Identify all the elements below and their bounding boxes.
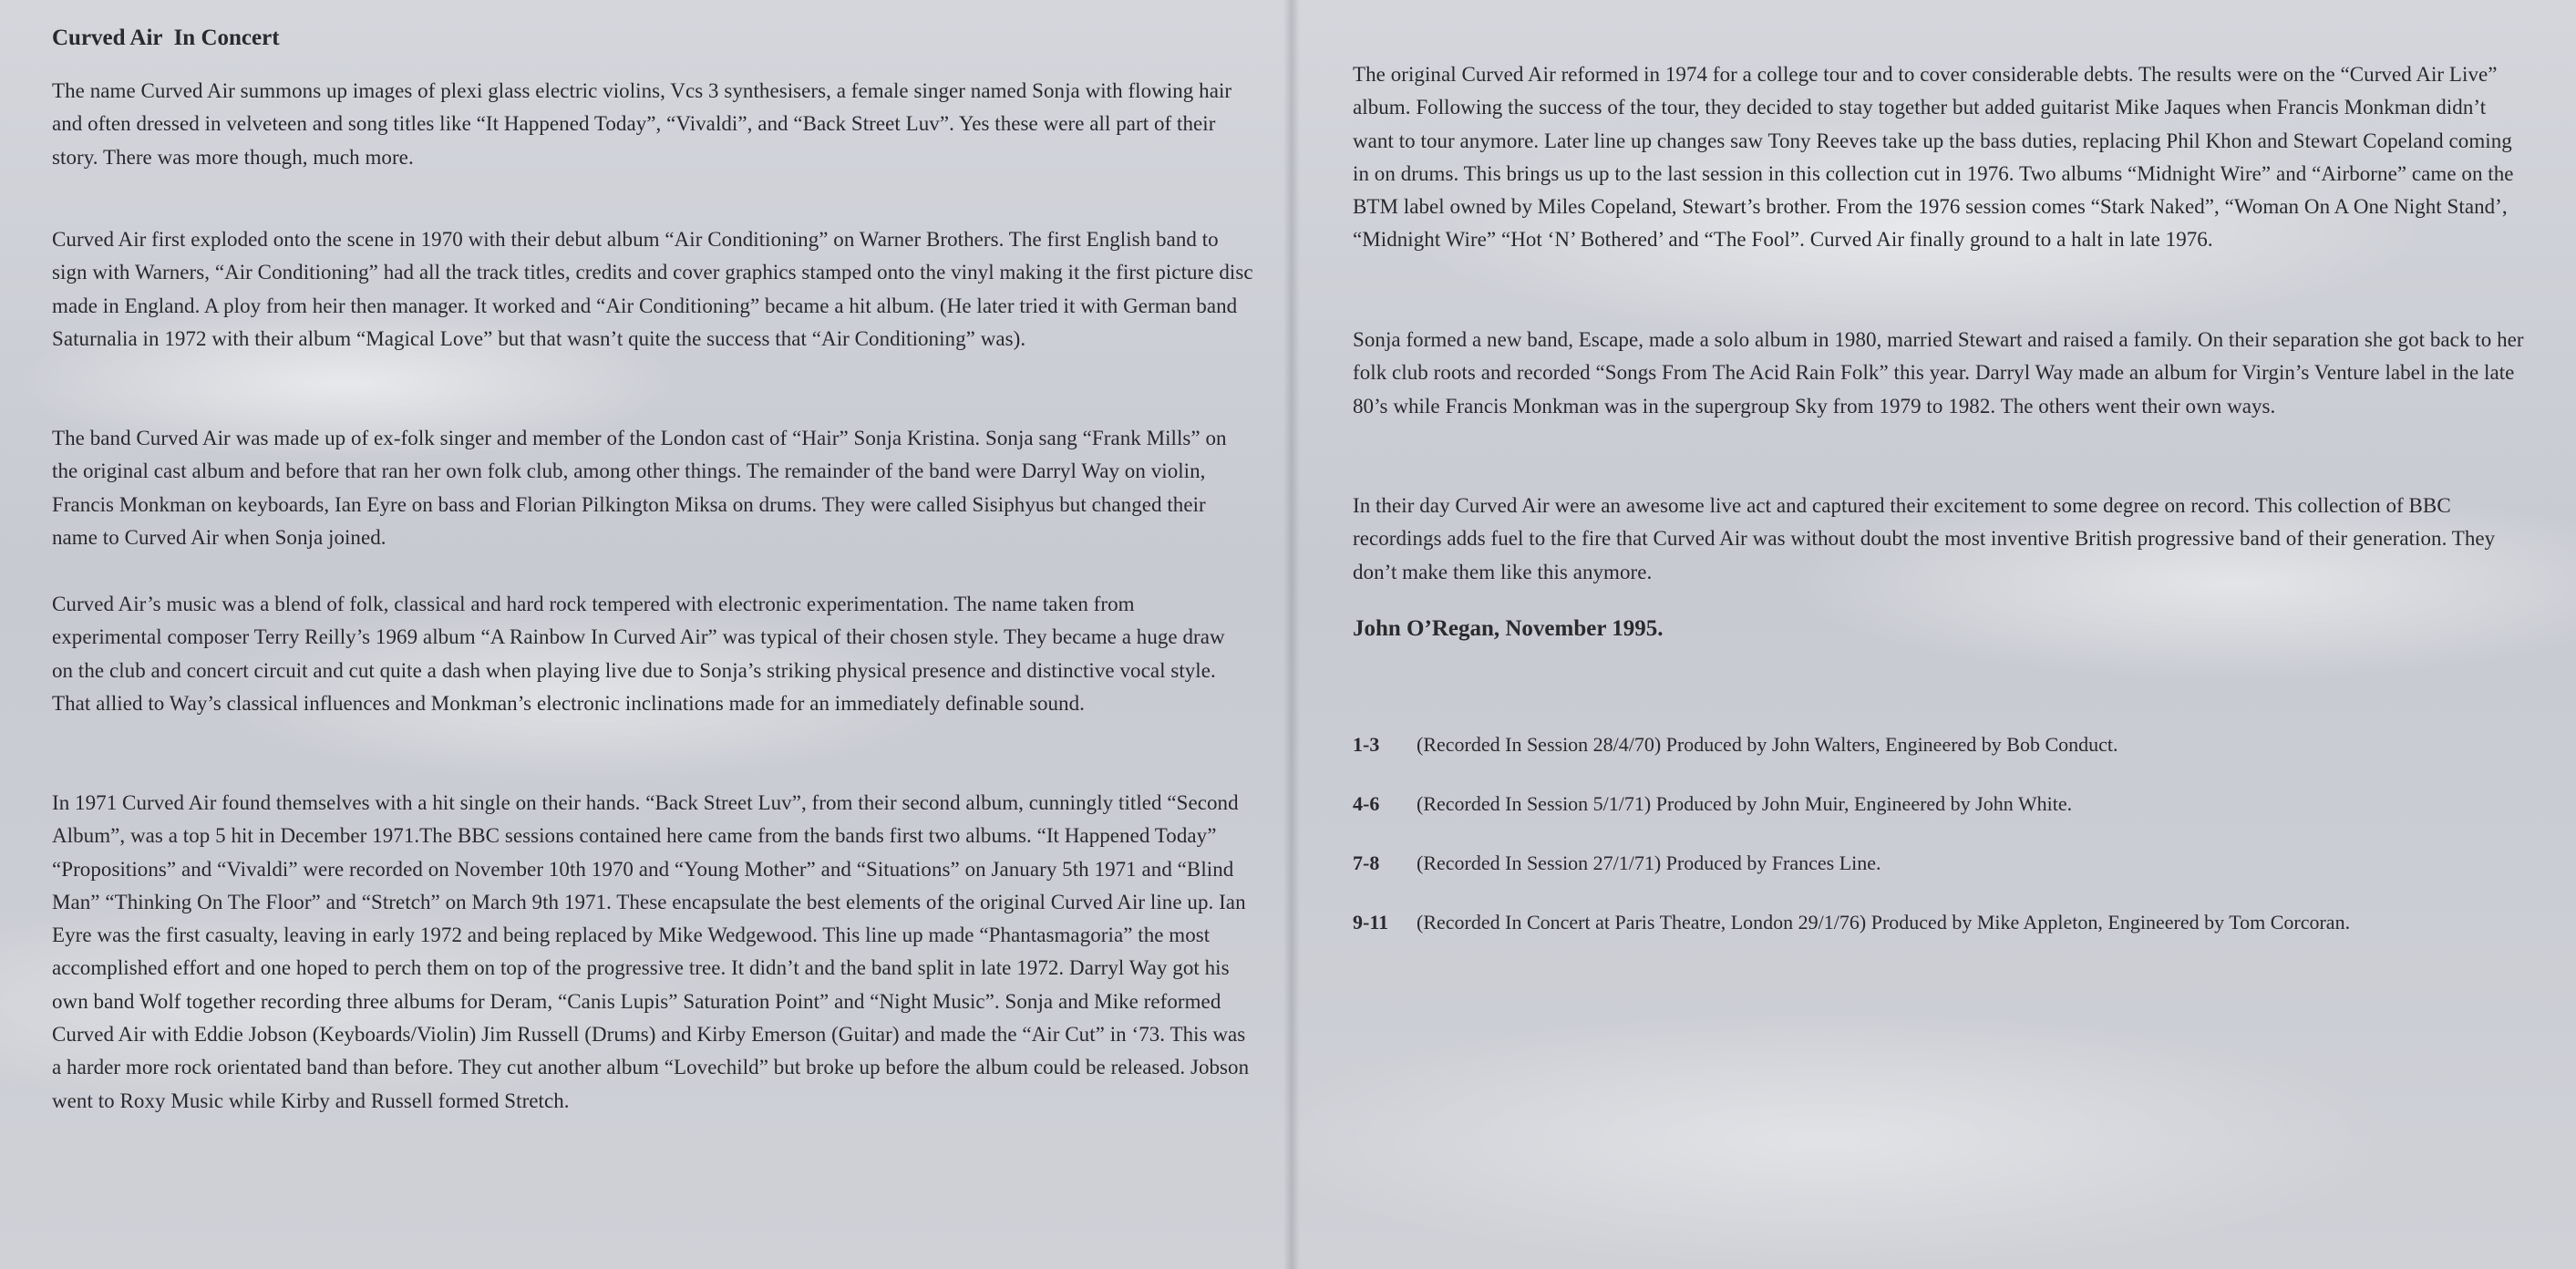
track-range: 1-3	[1353, 733, 1380, 756]
session-credit-item	[1353, 792, 2072, 816]
track-range: 7-8	[1353, 851, 1380, 874]
paragraph-intro: The name Curved Air summons up images of plexi glass electric violins, Vcs 3 synthesisers, a female singer named Sonja with flowing hair and often dressed in velveteen and song titles like “It Happened Today”, “Vivaldi”, and “Back Street Luv”. Yes these were all part of their story. There was more though, much more.	[52, 79, 1232, 169]
paragraph-reformation: The original Curved Air reformed in 1974 for a college tour and to cover considerable debts. The results were on the “Curved Air Live” album. Following the success of the tour, they decided to stay together but added guitarist Mike Jaques when Francis Monkman didn’t want to tour anymore. Later line up changes saw Tony Reeves take up the bass duties, replacing Phil Khon and Stewart Copeland coming in on drums. This brings us up to the last session in this collection cut in 1976. Two albums “Midnight Wire” and “Airborne” came on the BTM label owned by Miles Copeland, Stewart’s brother. From the 1976 session comes “Stark Naked”, “Woman On A One Night Stand’, “Midnight Wire” “Hot ‘N’ Bothered’ and “The Fool”. Curved Air finally ground to a halt in late 1976.	[1353, 63, 2514, 252]
session-credit-item	[1353, 733, 2118, 757]
track-range: 9-11	[1353, 911, 1389, 934]
session-credit-text: (Recorded In Session 5/1/71) Produced by John Muir, Engineered by John White.	[1417, 792, 2073, 815]
paragraph-conclusion: In their day Curved Air were an awesome live act and captured their excitement to some degree on record. This collection of BBC recordings adds fuel to the fire that Curved Air was without doubt the most inventive British progressive band of their generation. They don’t make them like this anymore.	[1353, 494, 2496, 583]
left-page	[0, 0, 1285, 1269]
page-title: Curved Air In Concert	[52, 26, 280, 50]
paragraph-history: In 1971 Curved Air found themselves with a hit single on their hands. “Back Street Luv”, from their second album, cunningly titled “Second Album”, was a top 5 hit in December 1971.The BBC sessions contained here came from the bands first two albums. “It Happened Today” “Propositions” and “Vivaldi” were recorded on November 10th 1970 and “Young Mother” and “Situations” on January 5th 1971 and “Blind Man” “Thinking On The Floor” and “Stretch” on March 9th 1971. These encapsulate the best elements of the original Curved Air line up. Ian Eyre was the first casualty, leaving in early 1972 and being replaced by Mike Wedgewood. This line up made “Phantasmagoria” the most accomplished effort and one hoped to perch them on top of the progressive tree. It didn’t and the band split in late 1972. Darryl Way got his own band Wolf together recording three albums for Deram, “Canis Lupis” Saturation Point” and “Night Music”. Sonja and Mike reformed Curved Air with Eddie Jobson (Keyboards/Violin) Jim Russell (Drums) and Kirby Emerson (Guitar) and made the “Air Cut” in ‘73. This was a harder more rock orientated band than before. They cut another album “Lovechild” but broke up before the album could be released. Jobson went to Roxy Music while Kirby and Russell formed Stretch.	[52, 791, 1250, 1112]
session-credit-text: (Recorded In Session 27/1/71) Produced by Frances Line.	[1417, 851, 1881, 874]
track-range: 4-6	[1353, 792, 1380, 815]
booklet-fold	[1283, 0, 1300, 1269]
session-credit-text: (Recorded In Concert at Paris Theatre, London 29/1/76) Produced by Mike Appleton, Engineered by Tom Corcoran.	[1417, 911, 2351, 934]
session-credit-text: (Recorded In Session 28/4/70) Produced by John Walters, Engineered by Bob Conduct.	[1417, 733, 2118, 756]
paragraph-musical-style: Curved Air’s music was a blend of folk, classical and hard rock tempered with electronic experimentation. The name taken from experimental composer Terry Reilly’s 1969 album “A Rainbow In Curved Air” was typical of their chosen style. They became a huge draw on the club and concert circuit and cut quite a dash when playing live due to Sonja’s striking physical presence and distinctive vocal style. That allied to Way’s classical influences and Monkman’s electronic inclinations made for an immediately definable sound.	[52, 593, 1225, 715]
author-signature: John O’Regan, November 1995.	[1353, 616, 1664, 641]
paragraph-debut-album: Curved Air first exploded onto the scene in 1970 with their debut album “Air Conditioning” on Warner Brothers. The first English band to sign with Warners, “Air Conditioning” had all the track titles, credits and cover graphics stamped onto the vinyl making it the first picture disc made in England. A ploy from heir then manager. It worked and “Air Conditioning” became a hit album. (He later tried it with German band Saturnalia in 1972 with their album “Magical Love” but that wasn’t quite the success that “Air Conditioning” was).	[52, 228, 1253, 350]
paragraph-aftermath: Sonja formed a new band, Escape, made a solo album in 1980, married Stewart and raised a family. On their separation she got back to her folk club roots and recorded “Songs From The Acid Rain Folk” this year. Darryl Way made an album for Virgin’s Venture label in the late 80’s while Francis Monkman was in the supergroup Sky from 1979 to 1982. The others went their own ways.	[1353, 328, 2524, 418]
session-credit-item	[1353, 851, 1881, 875]
session-credit-item	[1353, 911, 2350, 934]
paragraph-band-members: The band Curved Air was made up of ex-folk singer and member of the London cast of “Hair” Sonja Kristina. Sonja sang “Frank Mills” on the original cast album and before that ran her own folk club, among other things. The remainder of the band were Darryl Way on violin, Francis Monkman on keyboards, Ian Eyre on bass and Florian Pilkington Miksa on drums. They were called Sisiphyus but changed their name to Curved Air when Sonja joined.	[52, 427, 1227, 549]
